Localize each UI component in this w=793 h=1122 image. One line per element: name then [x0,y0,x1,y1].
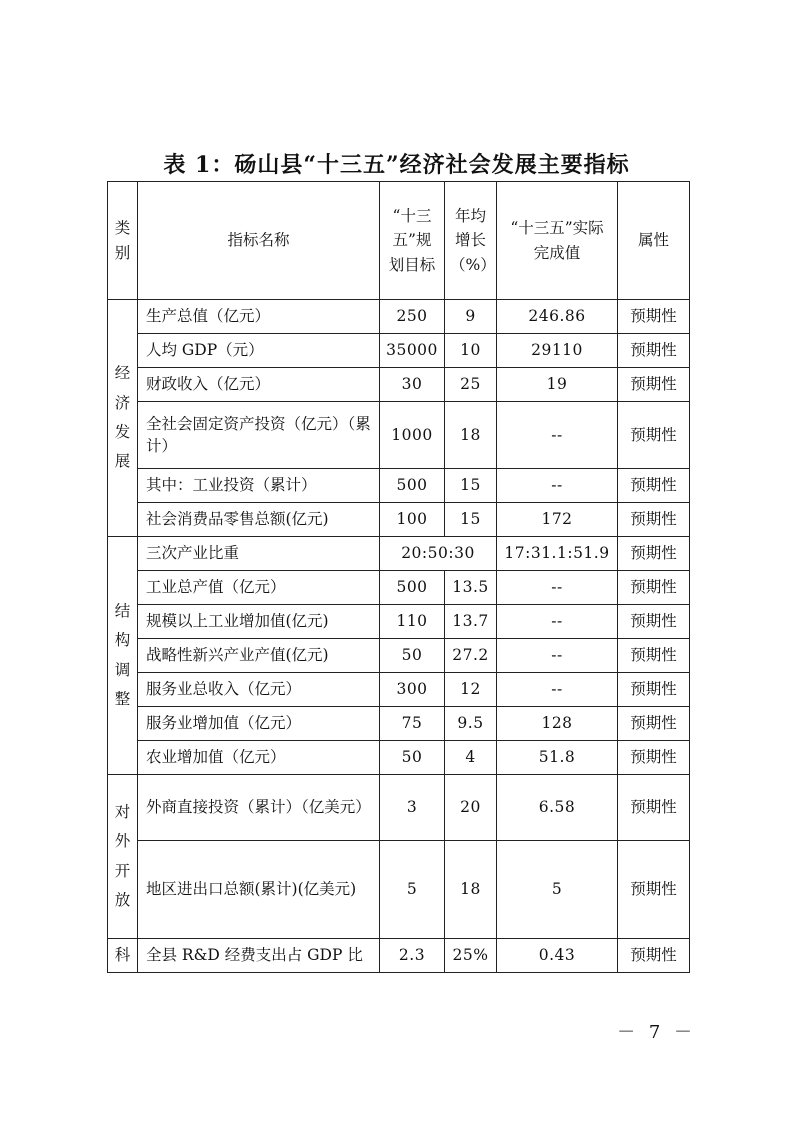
indicator-name: 服务业总收入（亿元） [138,673,380,707]
attr-value: 预期性 [618,605,690,639]
table-row [108,741,690,775]
actual-value: 5 [497,841,618,939]
actual-value: 128 [497,707,618,741]
growth-value: 4 [445,741,497,775]
growth-value: 25% [445,939,497,973]
table-row [108,841,690,939]
table-row [108,639,690,673]
header-category: 类别 [108,182,138,300]
growth-value: 18 [445,402,497,469]
attr-value: 预期性 [618,571,690,605]
table-header-row [108,182,690,300]
table-row [108,402,690,469]
actual-value: 29110 [497,334,618,368]
header-growth: 年均增长（%） [445,182,497,300]
indicator-name: 财政收入（亿元） [138,368,380,402]
table-row [108,469,690,503]
attr-value: 预期性 [618,334,690,368]
category-cell: 结构调整 [108,537,138,775]
indicator-name: 农业增加值（亿元） [138,741,380,775]
target-value: 1000 [380,402,445,469]
actual-value: -- [497,605,618,639]
growth-value: 15 [445,469,497,503]
growth-value: 18 [445,841,497,939]
target-value: 2.3 [380,939,445,973]
indicator-name: 工业总产值（亿元） [138,571,380,605]
attr-value: 预期性 [618,300,690,334]
target-value: 30 [380,368,445,402]
growth-value: 13.7 [445,605,497,639]
table-row [108,775,690,841]
target-value: 250 [380,300,445,334]
actual-value: 6.58 [497,775,618,841]
attr-value: 预期性 [618,639,690,673]
table-row [108,673,690,707]
growth-value: 9 [445,300,497,334]
actual-value: 172 [497,503,618,537]
target-value: 3 [380,775,445,841]
attr-value: 预期性 [618,775,690,841]
indicator-name: 三次产业比重 [138,537,380,571]
actual-value: 17:31.1:51.9 [497,537,618,571]
indicator-name: 全社会固定资产投资（亿元）（累计） [138,402,380,469]
attr-value: 预期性 [618,402,690,469]
indicator-name: 全县 R&D 经费支出占 GDP 比 [138,939,380,973]
attr-value: 预期性 [618,503,690,537]
target-growth-merged-value: 20:50:30 [380,537,497,571]
indicator-name: 战略性新兴产业产值(亿元) [138,639,380,673]
table-row [108,300,690,334]
indicators-table [107,181,690,973]
header-attr: 属性 [618,182,690,300]
table-row [108,537,690,571]
growth-value: 27.2 [445,639,497,673]
header-target: “十三五”规划目标 [380,182,445,300]
indicator-name: 其中：工业投资（累计） [138,469,380,503]
attr-value: 预期性 [618,673,690,707]
target-value: 110 [380,605,445,639]
target-value: 100 [380,503,445,537]
actual-value: -- [497,469,618,503]
table-row [108,368,690,402]
indicator-name: 规模以上工业增加值(亿元) [138,605,380,639]
indicator-name: 生产总值（亿元） [138,300,380,334]
target-value: 500 [380,469,445,503]
category-cell: 经济发展 [108,300,138,537]
growth-value: 15 [445,503,497,537]
attr-value: 预期性 [618,707,690,741]
actual-value: -- [497,639,618,673]
actual-value: 246.86 [497,300,618,334]
table-title: 表 1：砀山县“十三五”经济社会发展主要指标 [163,152,630,178]
indicator-name: 服务业增加值（亿元） [138,707,380,741]
category-cell: 科 [108,939,138,973]
target-value: 75 [380,707,445,741]
target-value: 500 [380,571,445,605]
actual-value: 0.43 [497,939,618,973]
table-row [108,571,690,605]
table-row [108,605,690,639]
target-value: 50 [380,639,445,673]
attr-value: 预期性 [618,469,690,503]
target-value: 50 [380,741,445,775]
actual-value: -- [497,673,618,707]
actual-value: 51.8 [497,741,618,775]
growth-value: 10 [445,334,497,368]
attr-value: 预期性 [618,939,690,973]
growth-value: 20 [445,775,497,841]
actual-value: 19 [497,368,618,402]
growth-value: 12 [445,673,497,707]
target-value: 300 [380,673,445,707]
table-row [108,939,690,973]
indicator-name: 外商直接投资（累计）（亿美元） [138,775,380,841]
category-cell: 对外开放 [108,775,138,939]
target-value: 5 [380,841,445,939]
growth-value: 13.5 [445,571,497,605]
header-name: 指标名称 [138,182,380,300]
header-actual: “十三五”实际完成值 [497,182,618,300]
attr-value: 预期性 [618,741,690,775]
target-value: 35000 [380,334,445,368]
table-row [108,707,690,741]
growth-value: 9.5 [445,707,497,741]
table-row [108,503,690,537]
growth-value: 25 [445,368,497,402]
indicator-name: 社会消费品零售总额(亿元) [138,503,380,537]
attr-value: 预期性 [618,841,690,939]
indicator-name: 地区进出口总额(累计)(亿美元) [138,841,380,939]
page-number: － 7 － [617,1022,696,1043]
attr-value: 预期性 [618,368,690,402]
actual-value: -- [497,571,618,605]
table-row [108,334,690,368]
attr-value: 预期性 [618,537,690,571]
indicator-name: 人均 GDP（元） [138,334,380,368]
actual-value: -- [497,402,618,469]
